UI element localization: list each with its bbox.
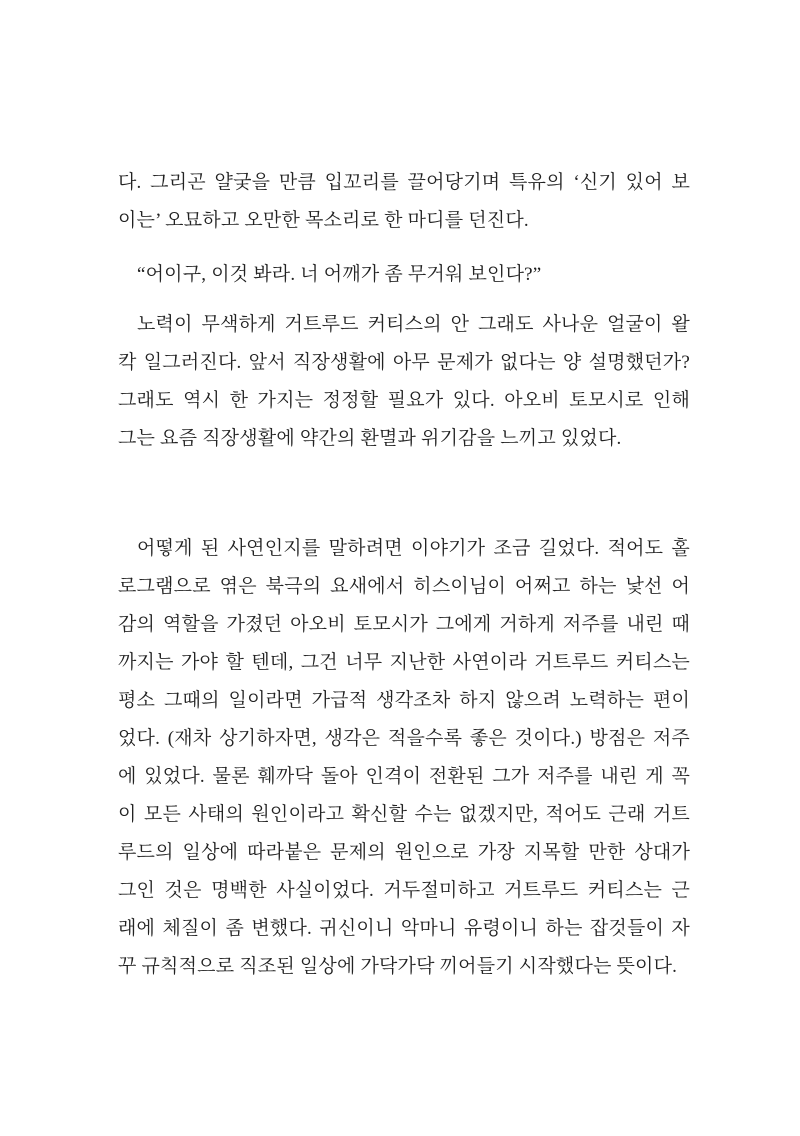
text-line: 까지는 가야 할 텐데, 그건 너무 지난한 사연이라 거트루드 커티스는 bbox=[118, 652, 690, 673]
text-body bbox=[118, 164, 690, 986]
body-paragraph bbox=[118, 306, 690, 458]
text-line: 루드의 일상에 따라붙은 문제의 원인으로 가장 지목할 만한 상대가 bbox=[118, 842, 690, 863]
text-line: 었다. (재차 상기하자면, 생각은 적을수록 좋은 것이다.) 방점은 저주 bbox=[118, 728, 690, 749]
text-line: 이 모든 사태의 원인이라고 확신할 수는 없겠지만, 적어도 근래 거트 bbox=[118, 804, 690, 825]
text-line: 칵 일그러진다. 앞서 직장생활에 아무 문제가 없다는 양 설명했던가? bbox=[118, 352, 690, 373]
text-line: “어이구, 이것 봐라. 너 어깨가 좀 무거워 보인다?” bbox=[137, 264, 542, 285]
section-break bbox=[118, 458, 690, 530]
text-line: 이는’ 오묘하고 오만한 목소리로 한 마디를 던진다. bbox=[118, 210, 529, 231]
text-line: 래에 체질이 좀 변했다. 귀신이니 악마니 유령이니 하는 잡것들이 자 bbox=[118, 918, 690, 939]
text-line: 에 있었다. 물론 훼까닥 돌아 인격이 전환된 그가 저주를 내린 게 꼭 bbox=[118, 766, 690, 787]
text-line: 어떻게 된 사연인지를 말하려면 이야기가 조금 길었다. 적어도 홀 bbox=[137, 538, 690, 559]
text-line: 그래도 역시 한 가지는 정정할 필요가 있다. 아오비 토모시로 인해 bbox=[118, 390, 690, 411]
text-line: 그인 것은 명백한 사실이었다. 거두절미하고 거트루드 커티스는 근 bbox=[118, 880, 690, 901]
text-line: 평소 그때의 일이라면 가급적 생각조차 하지 않으려 노력하는 편이 bbox=[118, 690, 690, 711]
text-line: 그는 요즘 직장생활에 약간의 환멸과 위기감을 느끼고 있었다. bbox=[118, 428, 622, 449]
body-paragraph bbox=[118, 164, 690, 240]
body-paragraph bbox=[118, 530, 690, 986]
text-line: 노력이 무색하게 거트루드 커티스의 안 그래도 사나운 얼굴이 왈 bbox=[137, 314, 690, 335]
dialogue-paragraph bbox=[118, 256, 690, 294]
text-line: 로그램으로 엮은 북극의 요새에서 히스이님이 어쩌고 하는 낯선 어 bbox=[118, 576, 690, 597]
text-line: 다. 그리곤 얄궂을 만큼 입꼬리를 끌어당기며 특유의 ‘신기 있어 보 bbox=[118, 172, 690, 193]
text-line: 꾸 규칙적으로 직조된 일상에 가닥가닥 끼어들기 시작했다는 뜻이다. bbox=[118, 956, 678, 977]
text-line: 감의 역할을 가졌던 아오비 토모시가 그에게 거하게 저주를 내린 때 bbox=[118, 614, 690, 635]
